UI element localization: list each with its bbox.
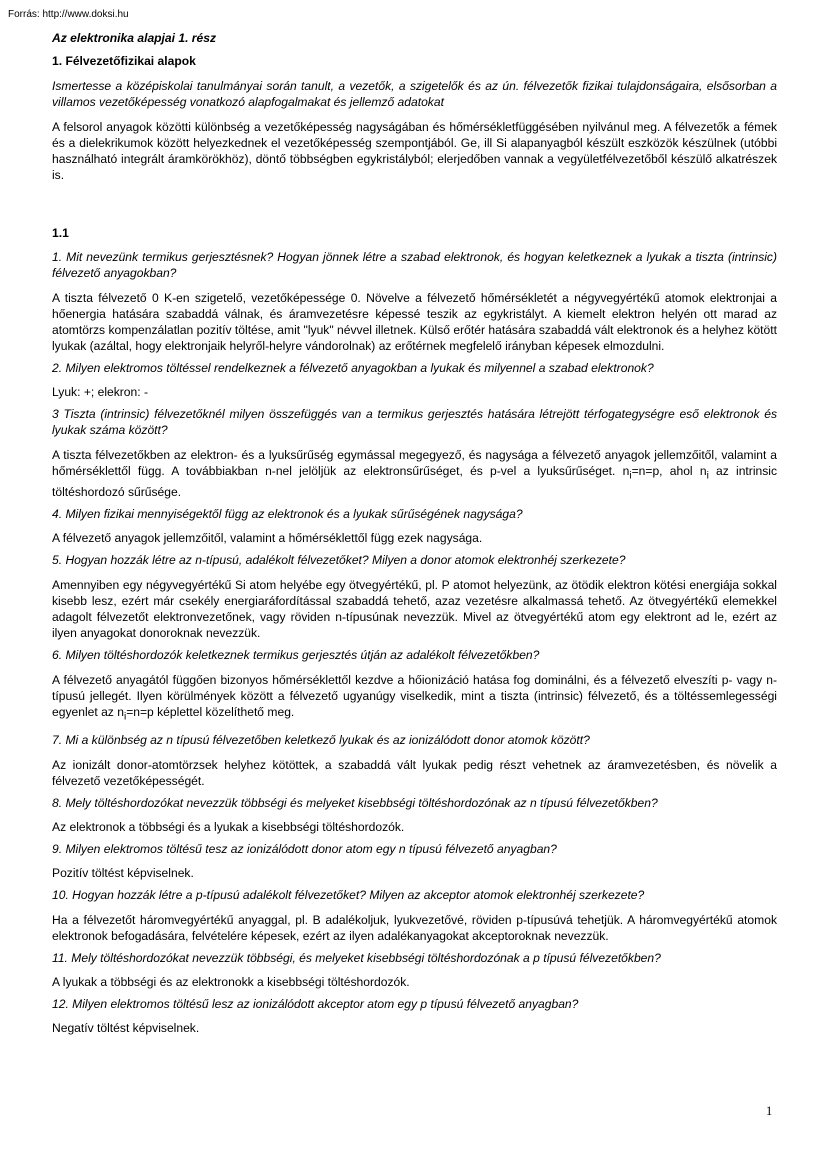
question-10: 10. Hogyan hozzák létre a p-típusú adalékolt félvezetőket? Milyen az akceptor atomok elektronhéj szerkezete? (52, 887, 645, 902)
subsection-number: 1.1 (52, 226, 69, 240)
answer-7: Az ionizált donor-atomtörzsek helyhez kötöttek, a szabaddá vált lyukak pedig részt vehetnek az áramvezetésben, és növelik a félvezető vezetőképességét. (52, 757, 777, 788)
question-12: 12. Milyen elektromos töltésű lesz az ionizálódott akceptor atom egy p típusú félvezető anyagban? (52, 996, 579, 1011)
document-body (52, 27, 777, 1036)
intro-question: Ismertesse a középiskolai tanulmányai során tanult, a vezetők, a szigetelők és az ún. félvezetők fizikai tulajdonságaira, elsősorban a villamos vezetőképesség vonatkozó alapfogalmakat és jellemző adatokat (52, 79, 777, 109)
answer-1: A tiszta félvezető 0 K-en szigetelő, vezetőképessége 0. Növelve a félvezető hőmérsékletét a négyvegyértékű atomok elektronjai a hőenergia hatására szabaddá válnak, és áramvezetésre képessé teszik az egykristályt. A kiemelt elektron helyén ott marad az atomtörzs kompenzálatlan pozitív töltése, amit "lyuk" névvel illetnek. Külső erőtér hatására szabaddá vált elektronok és a helyhez kötött lyukak (azáltal, hogy elektronjaik helyről-helyre vándorolnak) az erőtérnek megfelelő irányban képesek elmozdulni. (52, 291, 777, 353)
question-3: 3 Tiszta (intrinsic) félvezetőknél milyen összefüggés van a termikus gerjesztés hatására létrejött térfogategységre eső elektronok és lyukak száma között? (52, 407, 777, 437)
answer-11: A lyukak a többségi és az elektronokk a kisebbségi töltéshordozók. (52, 974, 410, 989)
document-title: Az elektronika alapjai 1. rész (52, 31, 217, 45)
question-5: 5. Hogyan hozzák létre az n-típusú, adalékolt félvezetőket? Milyen a donor atomok elektronhéj szerkezete? (52, 553, 626, 568)
answer-3: A tiszta félvezetőkben az elektron- és a lyuksűrűség egymással megegyező, és nagysága a félvezető anyagok jellemzőitől, valamint a hőmérséklettől függ. A továbbiakban n-nel jelöljük az elektronsűrűséget, és p-vel a lyuksűrűséget. $n_i=n=p$, ahol $n_i$ az intrinsic töltéshordozó sűrűsége. (52, 448, 778, 500)
question-1: 1. Mit nevezünk termikus gerjesztésnek? Hogyan jönnek létre a szabad elektronok, és hogyan keletkeznek a lyukak a tiszta (intrinsic) félvezető anyagokban? (52, 250, 777, 280)
answer-9: Pozitív töltést képviselnek. (52, 865, 194, 880)
question-2: 2. Milyen elektromos töltéssel rendelkeznek a félvezető anyagokban a lyukak és milyennel a szabad elektronok? (52, 361, 654, 375)
answer-5: Amennyiben egy négyvegyértékű Si atom helyébe egy ötvegyértékű, pl. P atomot helyezünk, az ötödik elektron kötési energiája sokkal kisebb lesz, ezért már csekély energiaráfordítással szabaddá tehető, azaz vezetésre alkalmassá tehető. Az ötvegyértékű elemekkel adagolt félvezetőt elektronvezetőnek, vagy röviden n-típusúnak nevezzük. Mivel az ötvegyértékű atom egy elektront ad le, ezért az ilyen anyagokat donoroknak nevezzük. (52, 578, 777, 641)
answer-10: Ha a félvezetőt háromvegyértékű anyaggal, pl. B adalékoljuk, lyukvezetővé, röviden p-típusúvá tehetjük. A háromvegyértékű atomok elektronok befogadására, felvételére képesek, ezért az ilyen adalékanyagokat akceptoroknak nevezzük. (52, 912, 777, 943)
source-line: Forrás: http://www.doksi.hu (8, 9, 129, 20)
answer-2: Lyuk: +; elekron: - (52, 385, 149, 399)
question-11: 11. Mely töltéshordozókat nevezzük többségi, és melyeket kisebbségi töltéshordozónak a p típusú félvezetőkben? (52, 950, 661, 965)
question-7: 7. Mi a különbség az n típusú félvezetőben keletkező lyukak és az ionizálódott donor atomok között? (52, 732, 590, 747)
intro-answer: A felsorol anyagok közötti különbség a vezetőképesség nagyságában és hőmérsékletfüggésében nyilvánul meg. A félvezetők a fémek és a dielekrikumok között helyezkednek el vezetőképesség szempontjából. Ge, ill Si alapanyagból készült eszközök készülnek (utóbbi használható integrált áramkörökhöz), döntő többségben egykristályból; elerjedőben vannak a vegyületfélvezetőből készülő alkatrészek is. (52, 120, 777, 182)
question-8: 8. Mely töltéshordozókat nevezzük többségi és melyeket kisebbségi töltéshordozónak az n típusú félvezetőkben? (52, 795, 658, 810)
section-title: 1. Félvezetőfizikai alapok (52, 54, 196, 68)
answer-12: Negatív töltést képviselnek. (52, 1020, 200, 1035)
answer-4: A félvezető anyagok jellemzőitől, valamint a hőmérséklettől függ ezek nagysága. (52, 531, 483, 546)
page-number: 1 (766, 1104, 773, 1118)
question-9: 9. Milyen elektromos töltésű tesz az ionizálódott donor atom egy n típusú félvezető anyagban? (52, 841, 557, 856)
question-6: 6. Milyen töltéshordozók keletkeznek termikus gerjesztés útján az adalékolt félvezetőkben? (52, 648, 540, 663)
answer-8: Az elektronok a többségi és a lyukak a kisebbségi töltéshordozók. (52, 819, 405, 834)
question-4: 4. Milyen fizikai mennyiségektől függ az elektronok és a lyukak sűrűségének nagysága? (52, 507, 523, 522)
answer-6: A félvezető anyagától függően bizonyos hőmérséklettől kezdve a hőionizáció hatása fog dominálni, és a félvezető elveszíti p- vagy n-típusú jellegét. Ilyen körülmények között a félvezető ugyanúgy viselkedik, mint a tiszta (intrinsic) félvezető, és a töltéssemlegességi egyenlet az $n_i=n=p$ képlettel közelíthető meg. (52, 673, 777, 723)
